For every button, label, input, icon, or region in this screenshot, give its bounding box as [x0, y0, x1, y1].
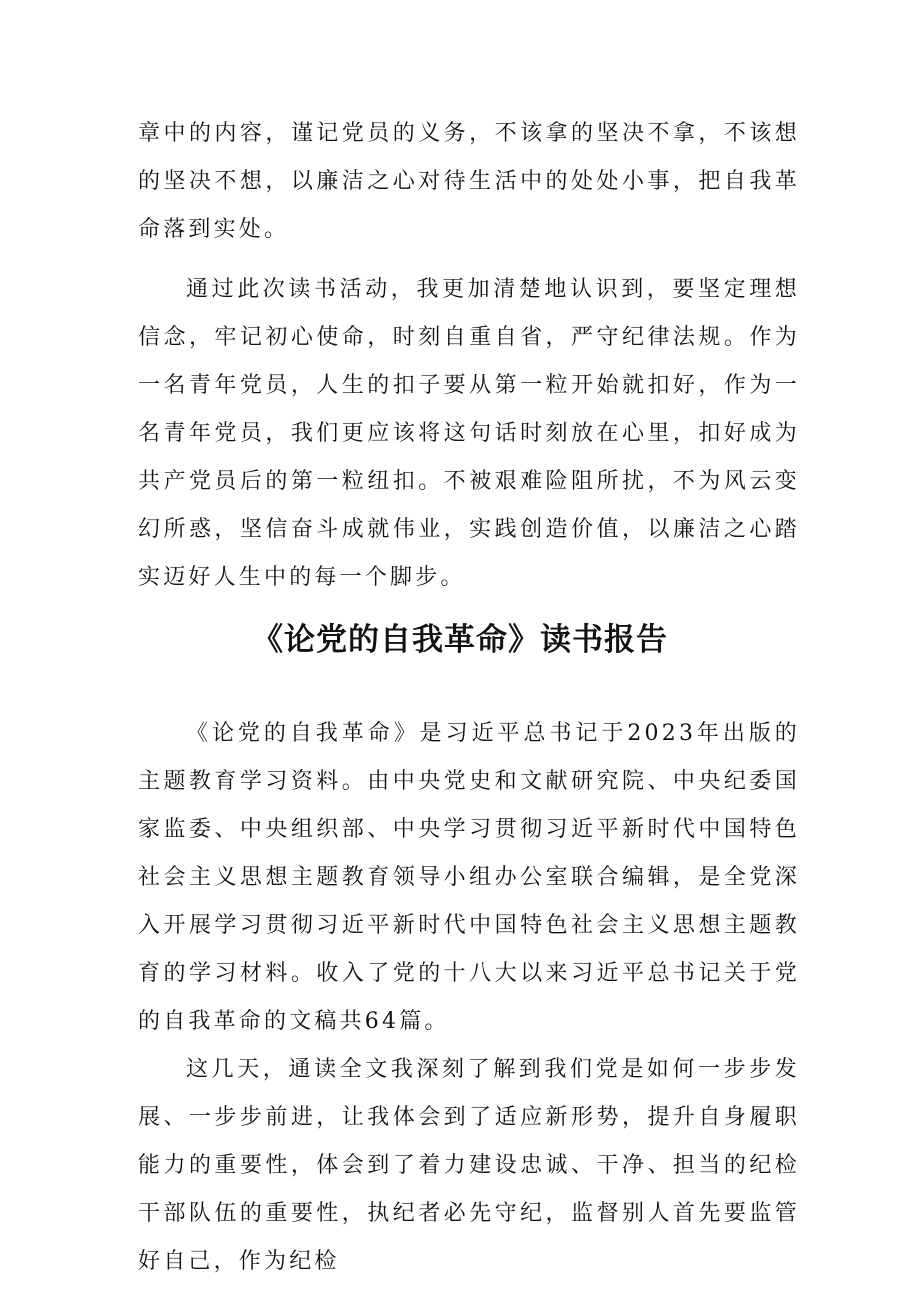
paragraph-introduction: 《论党的自我革命》是习近平总书记于2023年出版的主题教育学习资料。由中央党史和文献研究院、中央纪委国家监委、中央组织部、中央学习贯彻习近平新时代中国特色社会主义思想主题教育领导小组办公室联合编辑，是全党深入开展学习贯彻习近平新时代中国特色社会主义思想主题教育的学习材料。收入了党的十八大以来习近平总书记关于党的自我革命的文稿共64篇。 [138, 721, 800, 1034]
report-title: 《论党的自我革命》读书报告 [252, 622, 668, 658]
paragraph-conclusion: 通过此次读书活动，我更加清楚地认识到，要坚定理想信念，牢记初心使命，时刻自重自省，严守纪律法规。作为一名青年党员，人生的扣子要从第一粒开始就扣好，作为一名青年党员，我们更应该将这句话时刻放在心里，扣好成为共产党员后的第一粒纽扣。不被艰难险阻所扰，不为风云变幻所惑，坚信奋斗成就伟业，实践创造价值，以廉洁之心踏实迈好人生中的每一个脚步。 [138, 277, 800, 590]
paragraph-reflection: 这几天，通读全文我深刻了解到我们党是如何一步步发展、一步步前进，让我体会到了适应新形势，提升自身履职能力的重要性，体会到了着力建设忠诚、干净、担当的纪检干部队伍的重要性，执纪者必先守纪，监督别人首先要监管好自己，作为纪检 [138, 1057, 800, 1274]
paragraph-continued: 章中的内容，谨记党员的义务，不该拿的坚决不拿，不该想的坚决不想，以廉洁之心对待生活中的处处小事，把自我革命落到实处。 [138, 121, 800, 242]
